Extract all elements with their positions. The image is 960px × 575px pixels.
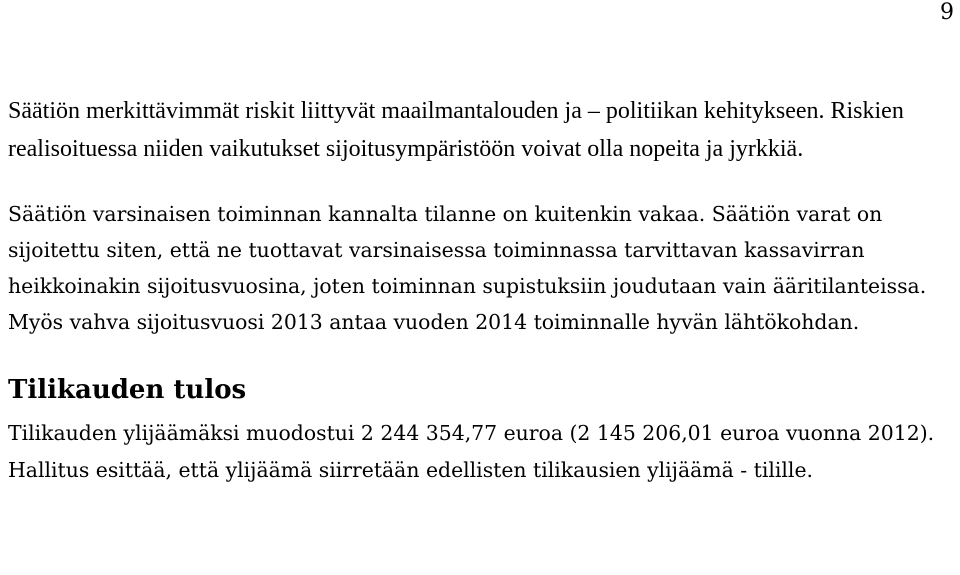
page-number: 9 — [940, 0, 954, 25]
paragraph-operations: Säätiön varsinaisen toiminnan kannalta tilanne on kuitenkin vakaa. Säätiön varat on sijoitettu siten, että ne tuottavat varsinaisessa toiminnassa tarvittavan kassavirran heikkoinakin sijoitusvuosina, joten toiminnan supistuksiin joudutaan vain ääritilanteissa. Myös vahva sijoitusvuosi 2013 antaa vuoden 2014 toiminnalle hyvän lähtökohdan. — [8, 202, 927, 334]
document-body — [8, 93, 953, 489]
paragraph-risks: Säätiön merkittävimmät riskit liittyvät maailmantalouden ja – politiikan kehitykseen. Riskien realisoituessa niiden vaikutukset sijoitusympäristöön voivat olla nopeita ja jyrkkiä. — [8, 98, 904, 162]
paragraph-result: Tilikauden ylijäämäksi muodostui 2 244 354,77 euroa (2 145 206,01 euroa vuonna 2012). Hallitus esittää, että ylijäämä siirretään edellisten tilikausien ylijäämä - tilille. — [8, 421, 935, 482]
section-heading-result: Tilikauden tulos — [8, 375, 247, 405]
